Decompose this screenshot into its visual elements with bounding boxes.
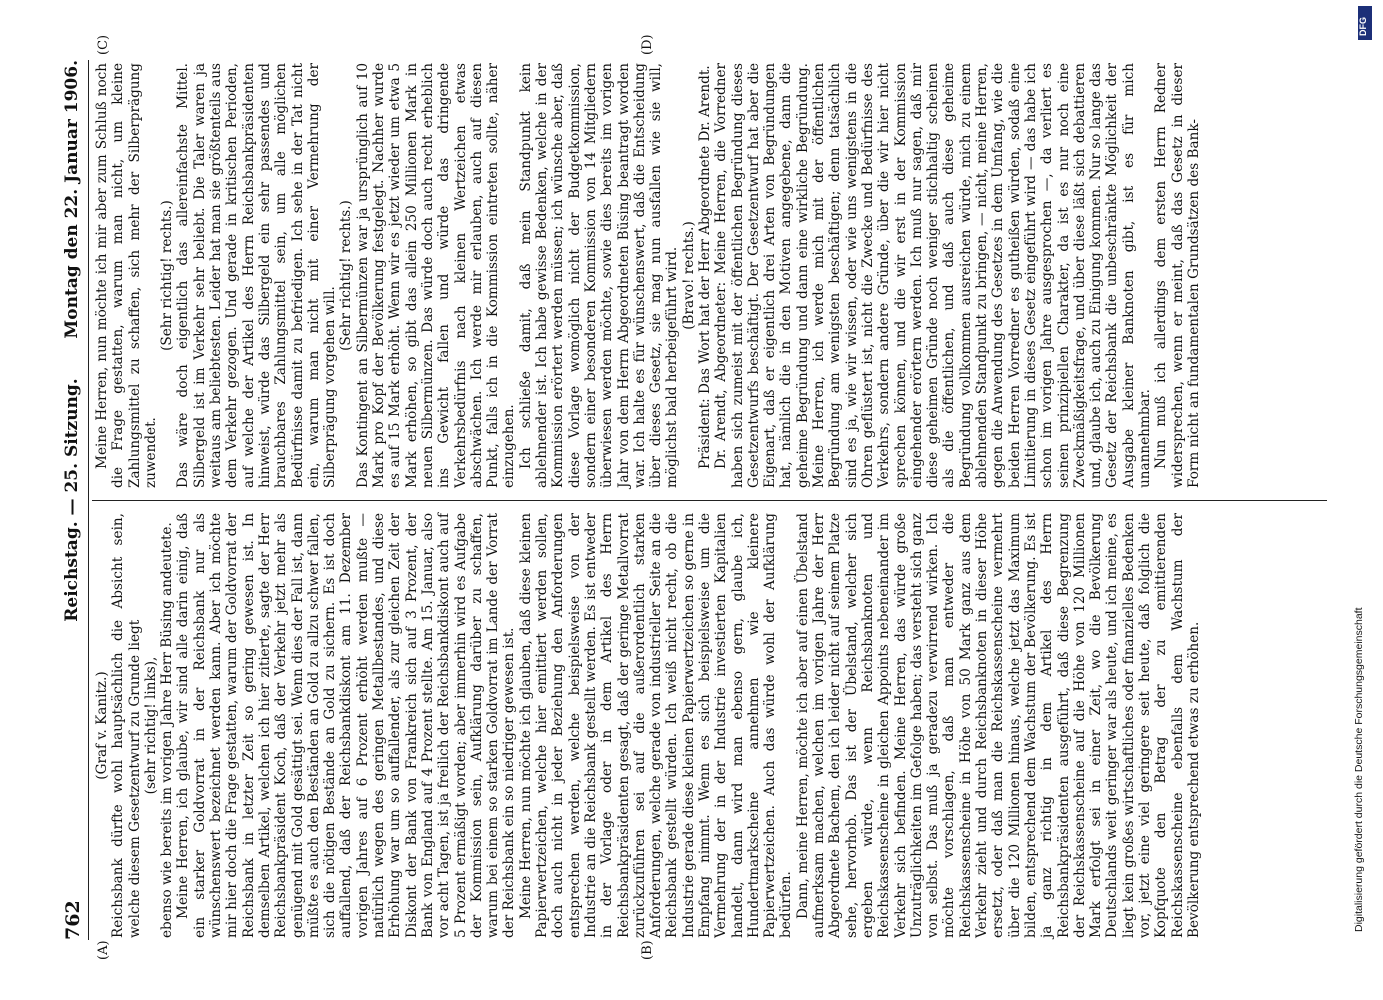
margin-marker-d: (D)	[640, 34, 655, 55]
dfg-logo: DFG	[1358, 6, 1372, 40]
paragraph: Das wäre doch eigentlich das allereinfachste Mittel. Silbergeld ist im Verkehr sehr beliebt. Die Taler waren ja weitaus am beliebtesten. Leider hat man sie größtenteils aus dem Verkehr gezogen. Und gerade in kritischen Perioden, auf welche der Artikel des Herrn Reichsbankpräsidenten hinweist, würde das Silbergeld ein sehr passendes und brauchbares Zahlungsmittel sein, um alle möglichen Bedürfnisse damit zu befriedigen. Ich sehe in der Tat nicht ein, warum man nicht mit einer Vermehrung der Silberprägung vorgehen will.	[175, 63, 339, 488]
margin-marker-a: (A)	[96, 940, 111, 960]
digitization-note	[1353, 8, 1377, 992]
paragraph: (Sehr richtig! rechts.)	[338, 200, 355, 351]
digitization-note-text: Digitalisierung gefördert durch die Deutsche Forschungsgemeinschaft	[1353, 607, 1365, 932]
session-title: Reichstag. — 25. Sitzung.	[62, 378, 82, 622]
paragraph: Das Kontingent an Silbermünzen war ja ursprünglich auf 10 Mark pro Kopf der Bevölkerung festgelegt. Nachher wurde es auf 15 Mark erhöht. Wenn wir es jetzt wieder um etwa 5 Mark erhöhen, so gibt das allein 250 Millionen Mark in neuen Silbermünzen. Das würde doch auch recht erheblich ins Gewicht fallen und würde das dringende Verkehrsbedürfnis nach kleinen Wertzeichen etwas abschwächen. Ich werde mir erlauben, auch auf diesen Punkt, falls ich in die Kommission eintreten sollte, näher einzugehen.	[354, 63, 518, 488]
paragraph: Meine Herren, nun möchte ich glauben, daß diese kleinen Papierwertzeichen, welche hier emittiert werden sollen, doch auch nicht in jeder Beziehung den Anforderungen entsprechen werden, welche beispielsweise von der Industrie an die Reichsbank gestellt werden. Es ist entweder in der Vorlage oder in dem Artikel des Herrn Reichsbankpräsidenten gesagt, daß der geringe Metallvorrat zurückzuführen sei auf die außerordentlich starken Anforderungen, welche gerade von industrieller Seite an die Reichsbank gestellt würden. Ich weiß nicht recht, ob die Industrie gerade diese kleinen Papierwertzeichen so gerne in Empfang nimmt. Wenn es sich beispielsweise um die Vermehrung der in der Industrie investierten Kapitalien handelt, dann wird man ebenso gern, glaube ich, Hundertmarkscheine annehmen wie kleinere Papierwertzeichen. Auch das würde wohl der Aufklärung bedürfen.	[517, 513, 795, 938]
page-number: 762	[62, 900, 84, 940]
paragraph: Ich schließe damit, daß mein Standpunkt kein ablehnender ist. Ich habe gewisse Bedenken, welche in der Kommission erörtert werden müssen; ich wünsche aber, daß diese Vorlage womöglich nicht der Budgetkommission, sondern einer besonderen Kommission von 14 Mitgliedern überwiesen werden möchte, sowie dies bereits im vorigen Jahr von dem Herrn Abgeordneten Büsing beantragt worden war. Ich halte es für wünschenswert, daß die Entscheidung über dieses Gesetz, sie mag nun ausfallen wie sie will, möglichst bald herbeigeführt wird.	[517, 63, 681, 488]
paragraph: (Bravo! rechts.)	[680, 221, 697, 330]
paragraph: Reichsbank dürfte wohl hauptsächlich die Absicht sein, welche diesem Gesetzentwurf zu Grunde liegt	[110, 513, 143, 938]
paragraph: Meine Herren, ich glaube, wir sind alle darin einig, daß ein starker Goldvorrat in der Reichsbank nur als wünschenswert bezeichnet werden kann. Aber ich möchte mir hier doch die Frage gestatten, warum der Goldvorrat der Reichsbank in letzter Zeit so gering gewesen ist. In demselben Artikel, welchen ich hier zitierte, sagte der Herr Reichsbankpräsident Koch, daß der Verkehr jetzt mehr als genügend mit Gold gesättigt sei. Wenn dies der Fall ist, dann müßte es auch den Beständen an Gold zu allzu schwer fallen, sich die nötigen Bestände an Gold zu sichern. Es ist doch auffallend, daß der Reichsbankdiskont am 11. Dezember vorigen Jahres auf 6 Prozent erhöht werden mußte — natürlich wegen des geringen Metallbestandes, und diese Erhöhung war um so auffallender, als zur gleichen Zeit der Diskont der Bank von Frankreich sich auf 3 Prozent, der Bank von England auf 4 Prozent stellte. Am 15. Januar, also vor acht Tagen, ist ja freilich der Reichsbankdiskont auch auf 5 Prozent ermäßigt worden; aber immerhin wird es Aufgabe der Kommission sein, Aufklärung darüber zu schaffen, warum bei einem so starken Goldvorrat im Lande der Vorrat der Reichsbank ein so niedriger gewesen ist.	[175, 513, 518, 938]
paragraph: (Graf v. Kanitz.)	[94, 671, 110, 780]
paragraph: Dann, meine Herren, möchte ich aber auf einen Übelstand aufmerksam machen, welchen im vorigen Jahre der Herr Abgeordnete Bachem, den ich leider nicht auf seinem Platze sehe, hervorhob. Das ist der Übelstand, welcher sich ergeben würde, wenn Reichsbanknoten und Reichskassenscheine in gleichen Appoints nebeneinander im Verkehr sich befinden. Meine Herren, das würde große Unzuträglichkeiten im Gefolge haben; das versteht sich ganz von selbst. Das muß ja geradezu verwirrend wirken. Ich möchte vorschlagen, daß man entweder die Reichskassenscheine in Höhe von 50 Mark ganz aus dem Verkehr zieht und durch Reichsbanknoten in dieser Höhe ersetzt, oder daß man die Reichskassenscheine vermehrt über die 120 Millionen hinaus, welche jetzt das Maximum bilden, entsprechend dem Wachstum der Bevölkerung. Es ist ja ganz richtig in dem Artikel des Herrn Reichsbankpräsidenten ausgeführt, daß diese Begrenzung der Reichskassenscheine auf die Höhe von 120 Millionen Mark erfolgt sei in einer Zeit, wo die Bevölkerung Deutschlands weit geringer war als heute, und ich meine, es liegt kein großes wirtschaftliches oder finanzielles Bedenken vor, jetzt eine viel geringere seit heute, daß folglich die Kopfquote den Betrag der zu emittierenden Reichskassenscheine ebenfalls dem Wachstum der Bevölkerung entsprechend etwas zu erhöhen.	[794, 513, 1202, 938]
paragraph: Meine Herren, nun möchte ich mir aber zum Schluß noch die Frage gestatten, warum man nicht, um kleine Zahlungsmittel zu schaffen, sich mehr der Silberprägung zuwendet.	[94, 63, 159, 488]
column-divider	[92, 500, 1327, 501]
margin-marker-b: (B)	[640, 940, 655, 960]
paragraph: Nun muß ich allerdings dem ersten Herrn Redner widersprechen, wenn er meint, daß das Gesetz in dieser Form nicht an fundamentalen Grundsätzen des Bank-	[1153, 63, 1202, 488]
paragraph: (Sehr richtig! rechts.)	[159, 200, 176, 351]
header-rule	[88, 60, 89, 940]
paragraph: ebenso wie bereits im vorigen Jahre Herr Büsing andeutete.	[159, 522, 176, 938]
paragraph: Präsident: Das Wort hat der Herr Abgeordnete Dr. Arendt.	[696, 65, 713, 469]
paragraph: Dr. Arendt, Abgeordneter: Meine Herren, die Vorredner haben sich zumeist mit der öffentlichen Begründung dieses Gesetzentwurfs beschäftigt. Der Gesetzentwurf hat aber die Eigenart, daß er eigentlich drei Arten von Begründungen hat, nämlich die in den Motiven angegebene, dann die geheime Begründung und dann eine wirkliche Begründung. Meine Herren, ich werde mich mit der öffentlichen Begründung am wenigsten beschäftigen; denn tatsächlich sind es ja, wie wir wissen, oder wie uns wenigstens in die Ohren geflüstert ist, nicht die Zwecke und Bedürfnisse des Verkehrs, sondern andere Gründe, über die wir hier nicht sprechen können, und die wir erst in der Kommission eingehender erörtern werden. Ich muß nur sagen, daß mir diese geheimen Gründe noch weniger stichhaltig scheinen als die öffentlichen, und daß auch diese geheime Begründung vollkommen ausreichen würde, mich zu einem ablehnenden Standpunkt zu bringen, — nicht, meine Herren, gegen die Anwendung des Gesetzes in dem Umfang, wie die beiden Herren Vorredner es gutheißen würden, sodaß eine Limitierung in dieses Gesetz eingeführt wird — das habe ich schon im vorigen Jahre ausgesprochen —, da verliert es seinen prinzipiellen Charakter, da ist es nur noch eine Zweckmäßigkeitsfrage, und über diese läßt sich debattieren und, glaube ich, auch zu Einigung kommen. Nur so lange das Gesetz der Reichsbank die unbeschränkte Möglichkeit der Ausgabe kleiner Banknoten gibt, ist es für mich unannehmbar.	[713, 63, 1153, 488]
margin-marker-c: (C)	[96, 34, 111, 55]
right-column	[94, 63, 1202, 488]
session-date: Montag den 22. Januar 1906.	[62, 60, 82, 339]
left-column	[94, 513, 1202, 938]
paragraph: (sehr richtig! links),	[142, 656, 159, 795]
page-header	[62, 60, 88, 940]
